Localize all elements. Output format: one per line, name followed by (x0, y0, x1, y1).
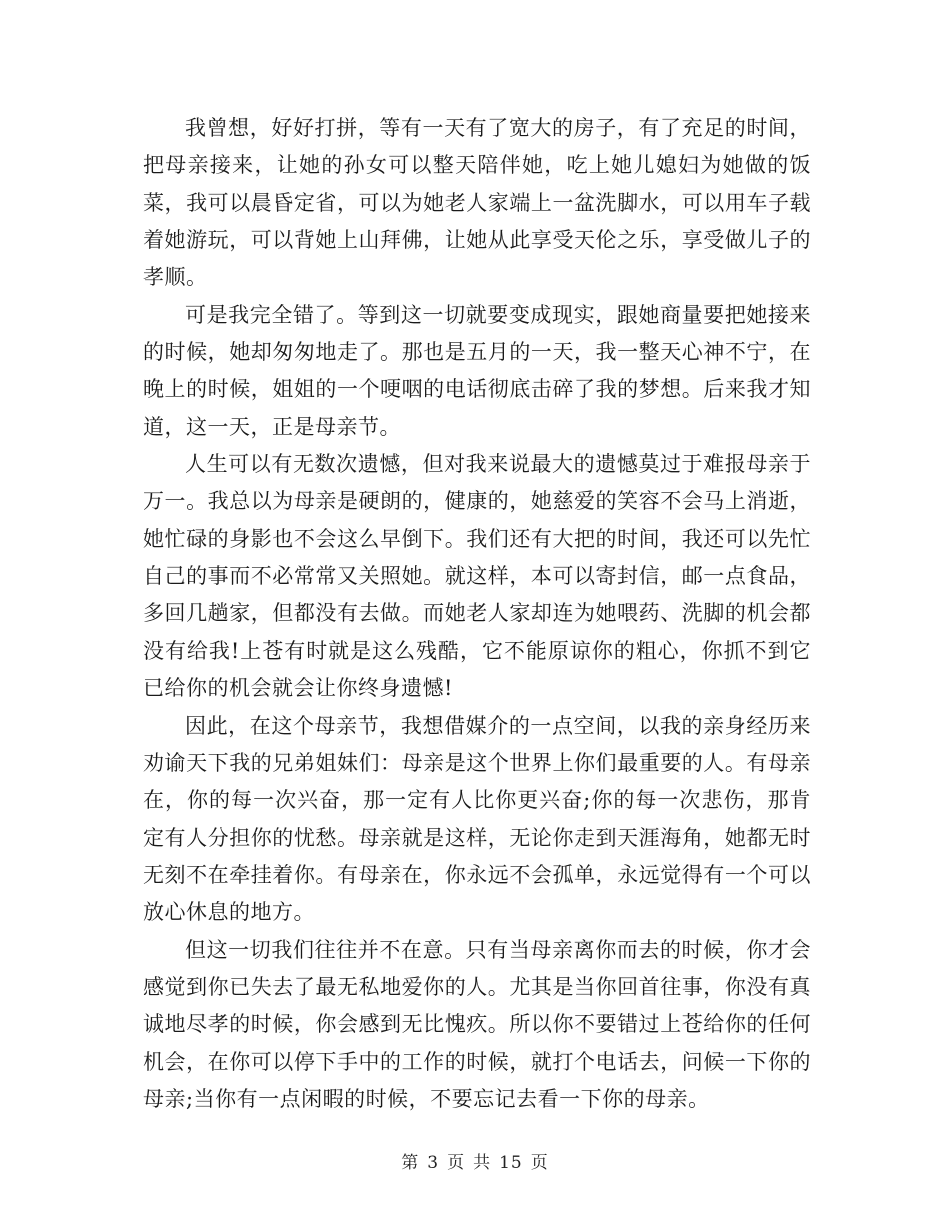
paragraph-5: 但这一切我们往往并不在意。只有当母亲离你而去的时候，你才会感觉到你已失去了最无私地爱你的人。尤其是当你回首往事，你没有真诚地尽孝的时候，你会感到无比愧疚。所以你不要错过上苍给你的任何机会，在你可以停下手中的工作的时候，就打个电话去，问候一下你的母亲;当你有一点闲暇的时候，不要忘记去看一下你的母亲。 (143, 937, 811, 1111)
footer-suffix: 页 (530, 1153, 549, 1173)
total-page-count: 15 (499, 1153, 523, 1173)
paragraph-3: 人生可以有无数次遗憾，但对我来说最大的遗憾莫过于难报母亲于万一。我总以为母亲是硬朗的，健康的，她慈爱的笑容不会马上消逝，她忙碌的身影也不会这么早倒下。我们还有大把的时间，我还可以先忙自己的事而不必常常又关照她。就这样，本可以寄封信，邮一点食品，多回几趟家，但都没有去做。而她老人家却连为她喂药、洗脚的机会都没有给我!上苍有时就是这么残酷，它不能原谅你的粗心，你抓不到它已给你的机会就会让你终身遗憾! (143, 452, 811, 701)
footer-page-word: 页 (447, 1153, 466, 1173)
paragraph-2: 可是我完全错了。等到这一切就要变成现实，跟她商量要把她接来的时候，她却匆匆地走了。那也是五月的一天，我一整天心神不宁，在晚上的时候，姐姐的一个哽咽的电话彻底击碎了我的梦想。后来我才知道，这一天，正是母亲节。 (143, 302, 811, 439)
current-page-number: 3 (427, 1153, 440, 1173)
paragraph-1: 我曾想，好好打拼，等有一天有了宽大的房子，有了充足的时间，把母亲接来，让她的孙女可以整天陪伴她，吃上她儿媳妇为她做的饭菜，我可以晨昏定省，可以为她老人家端上一盆洗脚水，可以用车子载着她游玩，可以背她上山拜佛，让她从此享受天伦之乐，享受做儿子的孝顺。 (143, 116, 811, 290)
document-body (143, 110, 811, 1118)
footer-total-word: 共 (473, 1153, 492, 1173)
footer-prefix: 第 (401, 1153, 420, 1173)
paragraph-4: 因此，在这个母亲节，我想借媒介的一点空间，以我的亲身经历来劝谕天下我的兄弟姐妹们：母亲是这个世界上你们最重要的人。有母亲在，你的每一次兴奋，那一定有人比你更兴奋;你的每一次悲伤，那肯定有人分担你的忧愁。母亲就是这样，无论你走到天涯海角，她都无时无刻不在牵挂着你。有母亲在，你永远不会孤单，永远觉得有一个可以放心休息的地方。 (143, 713, 811, 925)
page-footer (0, 1148, 950, 1173)
